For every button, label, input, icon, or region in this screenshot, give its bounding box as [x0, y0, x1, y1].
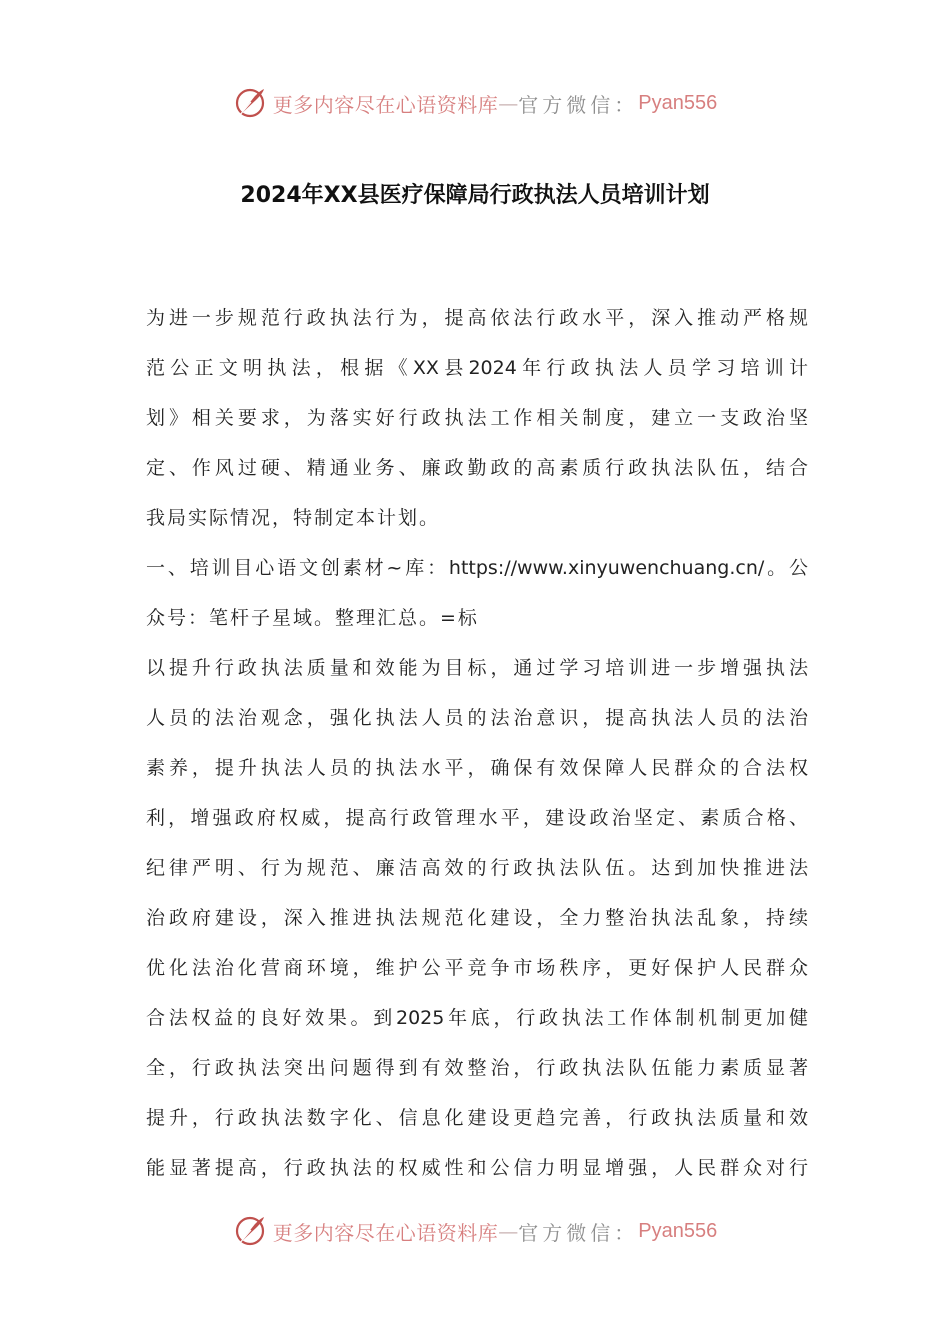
body-text-line: 能显著提高，行政执法的权威性和公信力明显增强，人民群众对行 — [146, 1157, 808, 1179]
body-text-line: 优化法治化营商环境，维护公平竞争市场秩序，更好保护人民群众 — [146, 957, 808, 979]
body-text-line: 一、培训目心语文创素材~库：https://www.xinyuwenchuang.cn/。公 — [146, 557, 808, 579]
body-text-line: 纪律严明、行为规范、廉洁高效的行政执法队伍。达到加快推进法 — [146, 857, 808, 879]
body-text-line: 提升，行政执法数字化、信息化建设更趋完善，行政执法质量和效 — [146, 1107, 808, 1129]
document-body — [146, 293, 808, 1193]
body-text-line: 众号：笔杆子星域。整理汇总。=标 — [146, 607, 479, 629]
body-text-line: 以提升行政执法质量和效能为目标，通过学习培训进一步增强执法 — [146, 657, 808, 679]
body-text-line: 全，行政执法突出问题得到有效整治，行政执法队伍能力素质显著 — [146, 1057, 808, 1079]
document-title: 2024年XX县医疗保障局行政执法人员培训计划 — [240, 183, 710, 208]
watermark-wechat-label: 官方微信： — [518, 1220, 639, 1245]
body-text-line: 利，增强政府权威，提高行政管理水平，建设政治坚定、素质合格、 — [146, 807, 808, 829]
watermark-separator: — — [498, 1219, 519, 1243]
body-text-line: 我局实际情况，特制定本计划。 — [146, 507, 441, 529]
body-text-line: 划》相关要求，为落实好行政执法工作相关制度，建立一支政治坚 — [146, 407, 808, 429]
body-text-line: 治政府建设，深入推进执法规范化建设，全力整治执法乱象，持续 — [146, 907, 808, 929]
footer-watermark — [0, 1211, 950, 1251]
watermark-wechat-id: Pyan556 — [638, 91, 718, 114]
body-text-line: 合法权益的良好效果。到2025年底，行政执法工作体制机制更加健 — [146, 1007, 808, 1029]
body-text-line: 素养，提升执法人员的执法水平，确保有效保障人民群众的合法权 — [146, 757, 808, 779]
quill-pen-logo-icon — [233, 86, 267, 120]
watermark-text: 更多内容尽在心语资料库 — [272, 1220, 499, 1245]
body-text-line: 范公正文明执法，根据《XX县2024年行政执法人员学习培训计 — [146, 357, 808, 379]
watermark-separator: — — [498, 91, 519, 115]
body-text-line: 定、作风过硬、精通业务、廉政勤政的高素质行政执法队伍，结合 — [146, 457, 808, 479]
quill-pen-logo-icon — [233, 1214, 267, 1248]
body-text-line: 为进一步规范行政执法行为，提高依法行政水平，深入推动严格规 — [146, 307, 808, 329]
body-text-line: 人员的法治观念，强化执法人员的法治意识，提高执法人员的法治 — [146, 707, 808, 729]
watermark-wechat-label: 官方微信： — [518, 92, 639, 117]
watermark-text: 更多内容尽在心语资料库 — [272, 92, 499, 117]
watermark-wechat-id: Pyan556 — [638, 1219, 718, 1242]
header-watermark — [0, 83, 950, 123]
